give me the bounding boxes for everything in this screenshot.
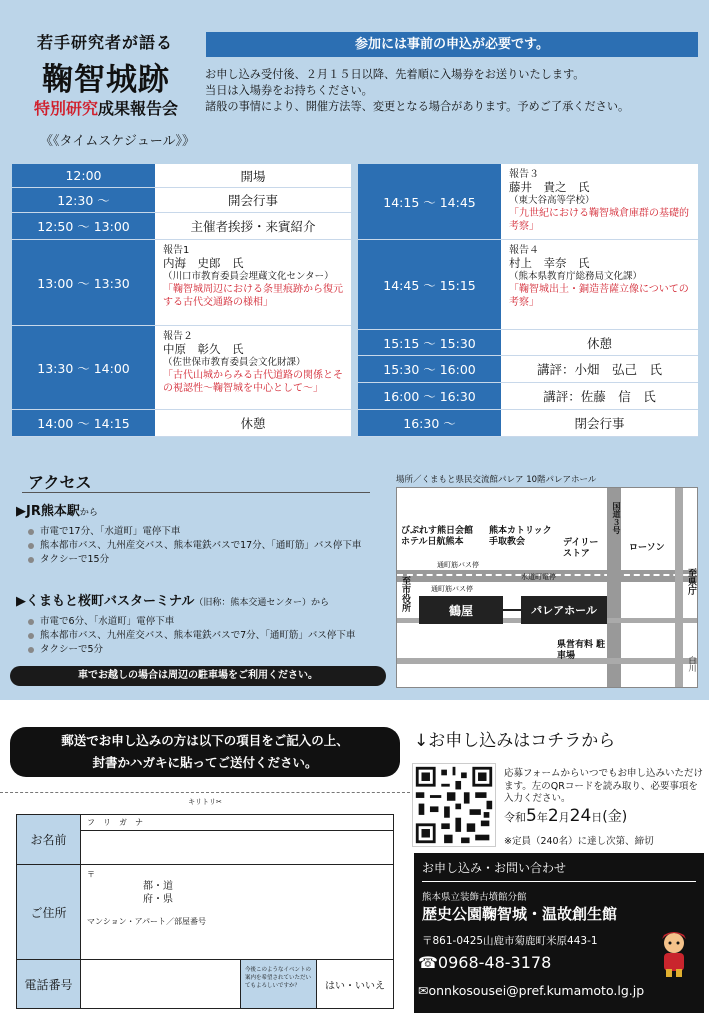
map-landmark: 県営有料 駐車場 <box>557 640 606 661</box>
parking-note: 車でお越しの場合は周辺の駐車場をご利用ください。 <box>10 666 386 686</box>
map-direction: 至県庁 <box>686 568 696 595</box>
address-field[interactable]: 〒 都・道 府・県 マンション・アパート／部屋番号 <box>81 865 393 960</box>
divider <box>22 492 370 493</box>
schedule-time: 12:00 <box>12 164 155 188</box>
mail-instructions: 郵送でお申し込みの方は以下の項目をご記入の上、 封書かハガキに貼ってご送付ください。 <box>10 727 400 777</box>
road <box>675 488 683 688</box>
contact-org2: 歴史公園鞠智城・温故創生館 <box>422 905 618 923</box>
qr-code[interactable] <box>412 763 496 847</box>
deadline-date: 令和5年2月24日(金) <box>504 806 628 826</box>
map-landmark: ローソン <box>629 543 665 553</box>
divider <box>422 881 696 882</box>
schedule-event: 開場 <box>155 164 351 188</box>
registration-notice: 参加には事前の申込が必要です。 <box>206 32 698 57</box>
map-direction: 至市役所 <box>400 576 410 612</box>
form-label-phone: 電話番号 <box>17 960 81 1008</box>
map-tsuruya: 鶴屋 <box>419 596 503 624</box>
contact-box <box>414 853 704 1013</box>
map-river: 白川 <box>688 656 697 672</box>
schedule-event: 休憩 <box>501 330 698 356</box>
schedule-time: 12:50 ～ 13:00 <box>12 213 155 240</box>
report-entry: 報告２ 中原 彰久 氏 （佐世保市教育委員会文化財課） 「古代山城からみる古代道路の関係とその視認性～鞠智城を中心として～」 <box>155 326 351 410</box>
schedule-time: 14:45 ～ 15:15 <box>358 240 501 330</box>
map-stop: 通町筋バス停 <box>431 585 473 593</box>
capacity-note: ※定員（240名）に達し次第、締切 <box>504 836 654 847</box>
access-bus-terminal: ▶くまもと桜町バスターミナル（旧称：熊本交通センター）から 市電で6分、「水道町」電停下車 熊本都市バス、九州産交バス、熊本電鉄バスで7分、「通町筋」バス停下車 タクシーで5分 <box>16 590 394 657</box>
schedule-event: 講評：小畑 弘己 氏 <box>501 356 698 383</box>
schedule-time: 14:15 ～ 14:45 <box>358 164 501 240</box>
schedule-label: 《《タイムスケジュール》》 <box>40 134 195 149</box>
schedule-event: 開会行事 <box>155 188 351 213</box>
phone-field[interactable] <box>81 960 241 1008</box>
report-entry: 報告1 内海 史郎 氏 （川口市教育委員会埋蔵文化センター） 「鞠智城周辺における条里痕跡から復元する古代交通路の様相」 <box>155 240 351 326</box>
contact-heading: お申し込み・お問い合わせ <box>422 861 567 875</box>
contact-address: 〒861-0425山鹿市菊鹿町米原443-1 <box>422 935 598 947</box>
event-tagline: 特別研究成果報告会 <box>33 99 179 118</box>
event-title: 鞠智城跡 <box>42 62 170 98</box>
map-landmark: 熊本カトリック 手取教会 <box>489 526 552 547</box>
list-item: 熊本都市バス、九州産交バス、熊本電鉄バスで17分、「通町筋」バス停下車 <box>26 539 394 553</box>
schedule-event: 閉会行事 <box>501 410 698 437</box>
application-form <box>16 814 394 1009</box>
schedule-time: 16:00 ～ 16:30 <box>358 383 501 410</box>
map-road-label: 国道３号 <box>612 502 621 534</box>
mascot-icon <box>654 929 694 979</box>
schedule-time: 16:30 ～ <box>358 410 501 437</box>
list-item: タクシーで5分 <box>26 643 394 657</box>
newsletter-answer[interactable]: はい・いいえ <box>325 980 385 992</box>
schedule-event: 主催者挨拶・来賓紹介 <box>155 213 351 240</box>
notes-block: お申し込み受付後、２月１５日以降、先着順に入場券をお送りいたします。 当日は入場券をお持ちください。 諸般の事情により、開催方法等、変更となる場合があります。予めご了承ください。 <box>205 68 630 113</box>
newsletter-question: 今後このようなイベントの案内を希望されていただいてもよろしいですか？ <box>241 960 317 1008</box>
schedule-time: 15:15 ～ 15:30 <box>358 330 501 356</box>
list-item: 市電で6分、「水道町」電停下車 <box>26 615 394 629</box>
contact-tel[interactable]: ☎0968-48-3178 <box>418 953 552 972</box>
form-label-address: ご住所 <box>17 865 81 960</box>
schedule-time: 12:30 ～ <box>12 188 155 213</box>
apply-heading: ↓お申し込みはコチラから <box>414 731 616 751</box>
schedule-event: 休憩 <box>155 410 351 437</box>
furigana-field[interactable]: フ リ ガ ナ <box>81 815 393 831</box>
list-item: 市電で17分、「水道町」電停下車 <box>26 525 394 539</box>
map-stop: 通町筋バス停 <box>437 561 479 569</box>
apply-description: 応募フォームからいつでもお申し込みいただけます。左のQRコードを読み取り、必要事項を入力ください。 <box>504 768 704 804</box>
report-entry: 報告４ 村上 幸奈 氏 （熊本県教育庁総務局文化課） 「鞠智城出土・銅造菩薩立像についての考察」 <box>501 240 698 330</box>
report-entry: 報告３ 藤井 貴之 氏 （東大谷高等学校） 「九世紀における鞠智城倉庫群の基礎的考察」 <box>501 164 698 240</box>
form-label-name: お名前 <box>17 815 81 865</box>
map-location-label: 場所／くまもと県民交流館パレア 10階パレアホール <box>396 475 597 485</box>
access-jr: ▶JR熊本駅から 市電で17分、「水道町」電停下車 熊本都市バス、九州産交バス、熊本電鉄バスで17分、「通町筋」バス停下車 タクシーで15分 <box>16 500 394 567</box>
schedule-time: 13:00 ～ 13:30 <box>12 240 155 326</box>
access-heading: アクセス <box>28 473 92 492</box>
schedule-time: 14:00 ～ 14:15 <box>12 410 155 437</box>
cut-label: キリトリ✂ <box>188 798 222 806</box>
road <box>397 658 698 664</box>
event-subtitle: 若手研究者が語る <box>36 33 173 52</box>
access-map <box>396 487 698 688</box>
list-item: タクシーで15分 <box>26 553 394 567</box>
map-landmark: びぷれす熊日会館 ホテル日航熊本 <box>401 526 474 547</box>
map-landmark: デイリー ストア <box>563 538 599 559</box>
schedule-event: 講評：佐藤 信 氏 <box>501 383 698 410</box>
list-item: 熊本都市バス、九州産交バス、熊本電鉄バスで7分、「通町筋」バス停下車 <box>26 629 394 643</box>
schedule-time: 13:30 ～ 14:00 <box>12 326 155 410</box>
contact-email[interactable]: ✉onnkosousei@pref.kumamoto.lg.jp <box>418 983 645 998</box>
qr-code-icon <box>413 764 495 846</box>
cut-line <box>0 792 410 793</box>
map-stop: 水道町電停 <box>521 573 556 581</box>
name-field[interactable] <box>81 831 393 865</box>
map-connector <box>503 609 521 611</box>
map-parea: パレアホール <box>521 596 607 624</box>
contact-org1: 熊本県立装飾古墳館分館 <box>422 892 527 903</box>
schedule-time: 15:30 ～ 16:00 <box>358 356 501 383</box>
